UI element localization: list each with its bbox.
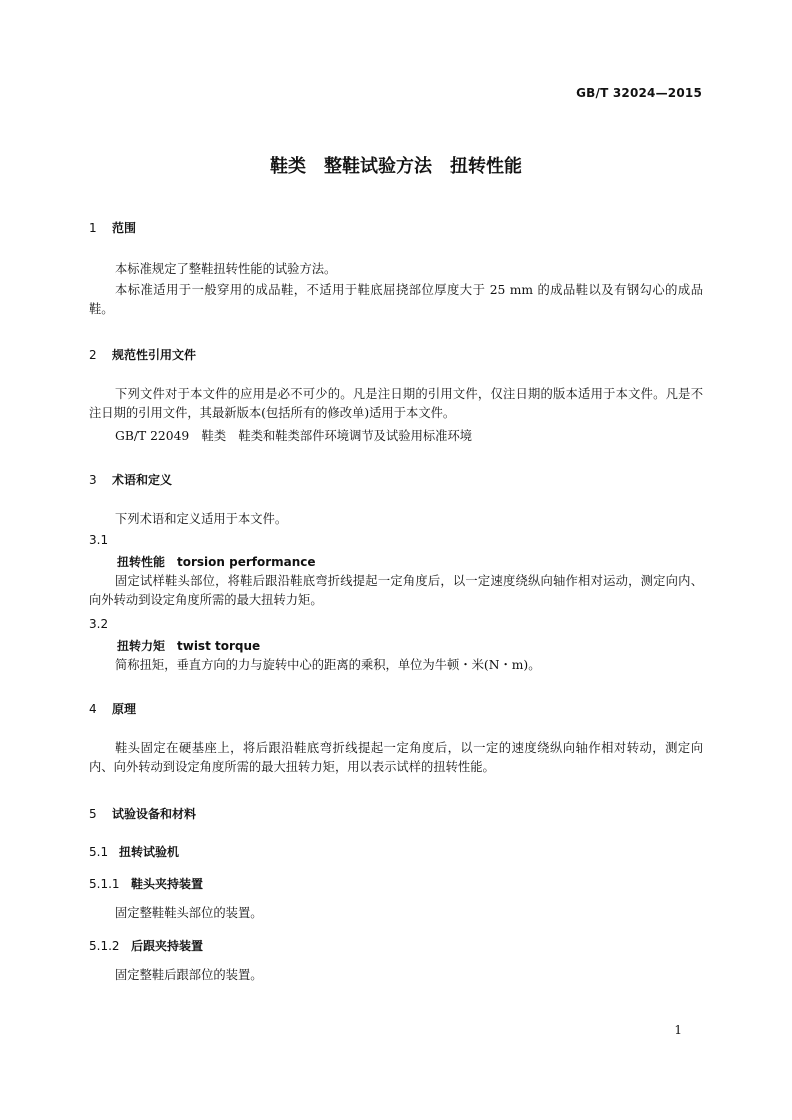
subsection-heading-5-1-1 bbox=[89, 875, 203, 892]
section-title: 扭转试验机 bbox=[119, 845, 180, 859]
paragraph: 鞋头固定在硬基座上，将后跟沿鞋底弯折线提起一定角度后，以一定的速度绕纵向轴作相对转动，测定向内、向外转动到设定角度所需的最大扭转力矩，用以表示试样的扭转性能。 bbox=[89, 741, 703, 774]
section-number: 1 bbox=[89, 221, 97, 235]
term-number: 3.2 bbox=[89, 617, 109, 631]
section-heading-3 bbox=[89, 471, 172, 488]
section-heading-2 bbox=[89, 346, 196, 363]
section-number: 5.1.2 bbox=[89, 939, 120, 953]
section-title: 术语和定义 bbox=[112, 473, 173, 487]
term-number: 3.1 bbox=[89, 533, 109, 547]
term-name: 扭转性能 torsion performance bbox=[117, 555, 316, 569]
subsection-heading-5-1-2 bbox=[89, 937, 203, 954]
paragraph: 本标准规定了整鞋扭转性能的试验方法。 bbox=[115, 262, 337, 276]
section-number: 4 bbox=[89, 702, 97, 716]
document-title: 鞋类 整鞋试验方法 扭转性能 bbox=[270, 156, 522, 177]
paragraph: 下列术语和定义适用于本文件。 bbox=[115, 512, 288, 526]
section-title: 后跟夹持装置 bbox=[131, 939, 204, 953]
term-definition: 固定试样鞋头部位，将鞋后跟沿鞋底弯折线提起一定角度后，以一定速度绕纵向轴作相对运动，测定向内、向外转动到设定角度所需的最大扭转力矩。 bbox=[89, 574, 703, 607]
section-number: 5.1 bbox=[89, 845, 109, 859]
document-code: GB/T 32024—2015 bbox=[576, 86, 702, 100]
section-title: 规范性引用文件 bbox=[112, 348, 197, 362]
section-title: 原理 bbox=[112, 702, 137, 716]
section-title: 范围 bbox=[112, 221, 137, 235]
paragraph: 固定整鞋鞋头部位的装置。 bbox=[115, 906, 263, 920]
section-number: 3 bbox=[89, 473, 97, 487]
section-heading-4 bbox=[89, 700, 136, 717]
section-heading-1 bbox=[89, 219, 136, 236]
paragraph: 本标准适用于一般穿用的成品鞋，不适用于鞋底屈挠部位厚度大于 25 mm 的成品鞋以及有钢勾心的成品鞋。 bbox=[89, 283, 703, 316]
subsection-heading-5-1 bbox=[89, 843, 179, 860]
term-definition: 简称扭矩，垂直方向的力与旋转中心的距离的乘积，单位为牛顿・米(N・m)。 bbox=[115, 658, 541, 672]
section-number: 5 bbox=[89, 807, 97, 821]
term-name: 扭转力矩 twist torque bbox=[117, 639, 261, 653]
section-number: 5.1.1 bbox=[89, 877, 120, 891]
normative-reference: GB/T 22049 鞋类 鞋类和鞋类部件环境调节及试验用标准环境 bbox=[115, 429, 473, 443]
paragraph: 固定整鞋后跟部位的装置。 bbox=[115, 968, 263, 982]
page-number: 1 bbox=[674, 1023, 682, 1037]
section-heading-5 bbox=[89, 805, 196, 822]
paragraph: 下列文件对于本文件的应用是必不可少的。凡是注日期的引用文件，仅注日期的版本适用于本文件。凡是不注日期的引用文件，其最新版本(包括所有的修改单)适用于本文件。 bbox=[89, 387, 703, 420]
section-title: 鞋头夹持装置 bbox=[131, 877, 204, 891]
section-title: 试验设备和材料 bbox=[112, 807, 197, 821]
section-number: 2 bbox=[89, 348, 97, 362]
